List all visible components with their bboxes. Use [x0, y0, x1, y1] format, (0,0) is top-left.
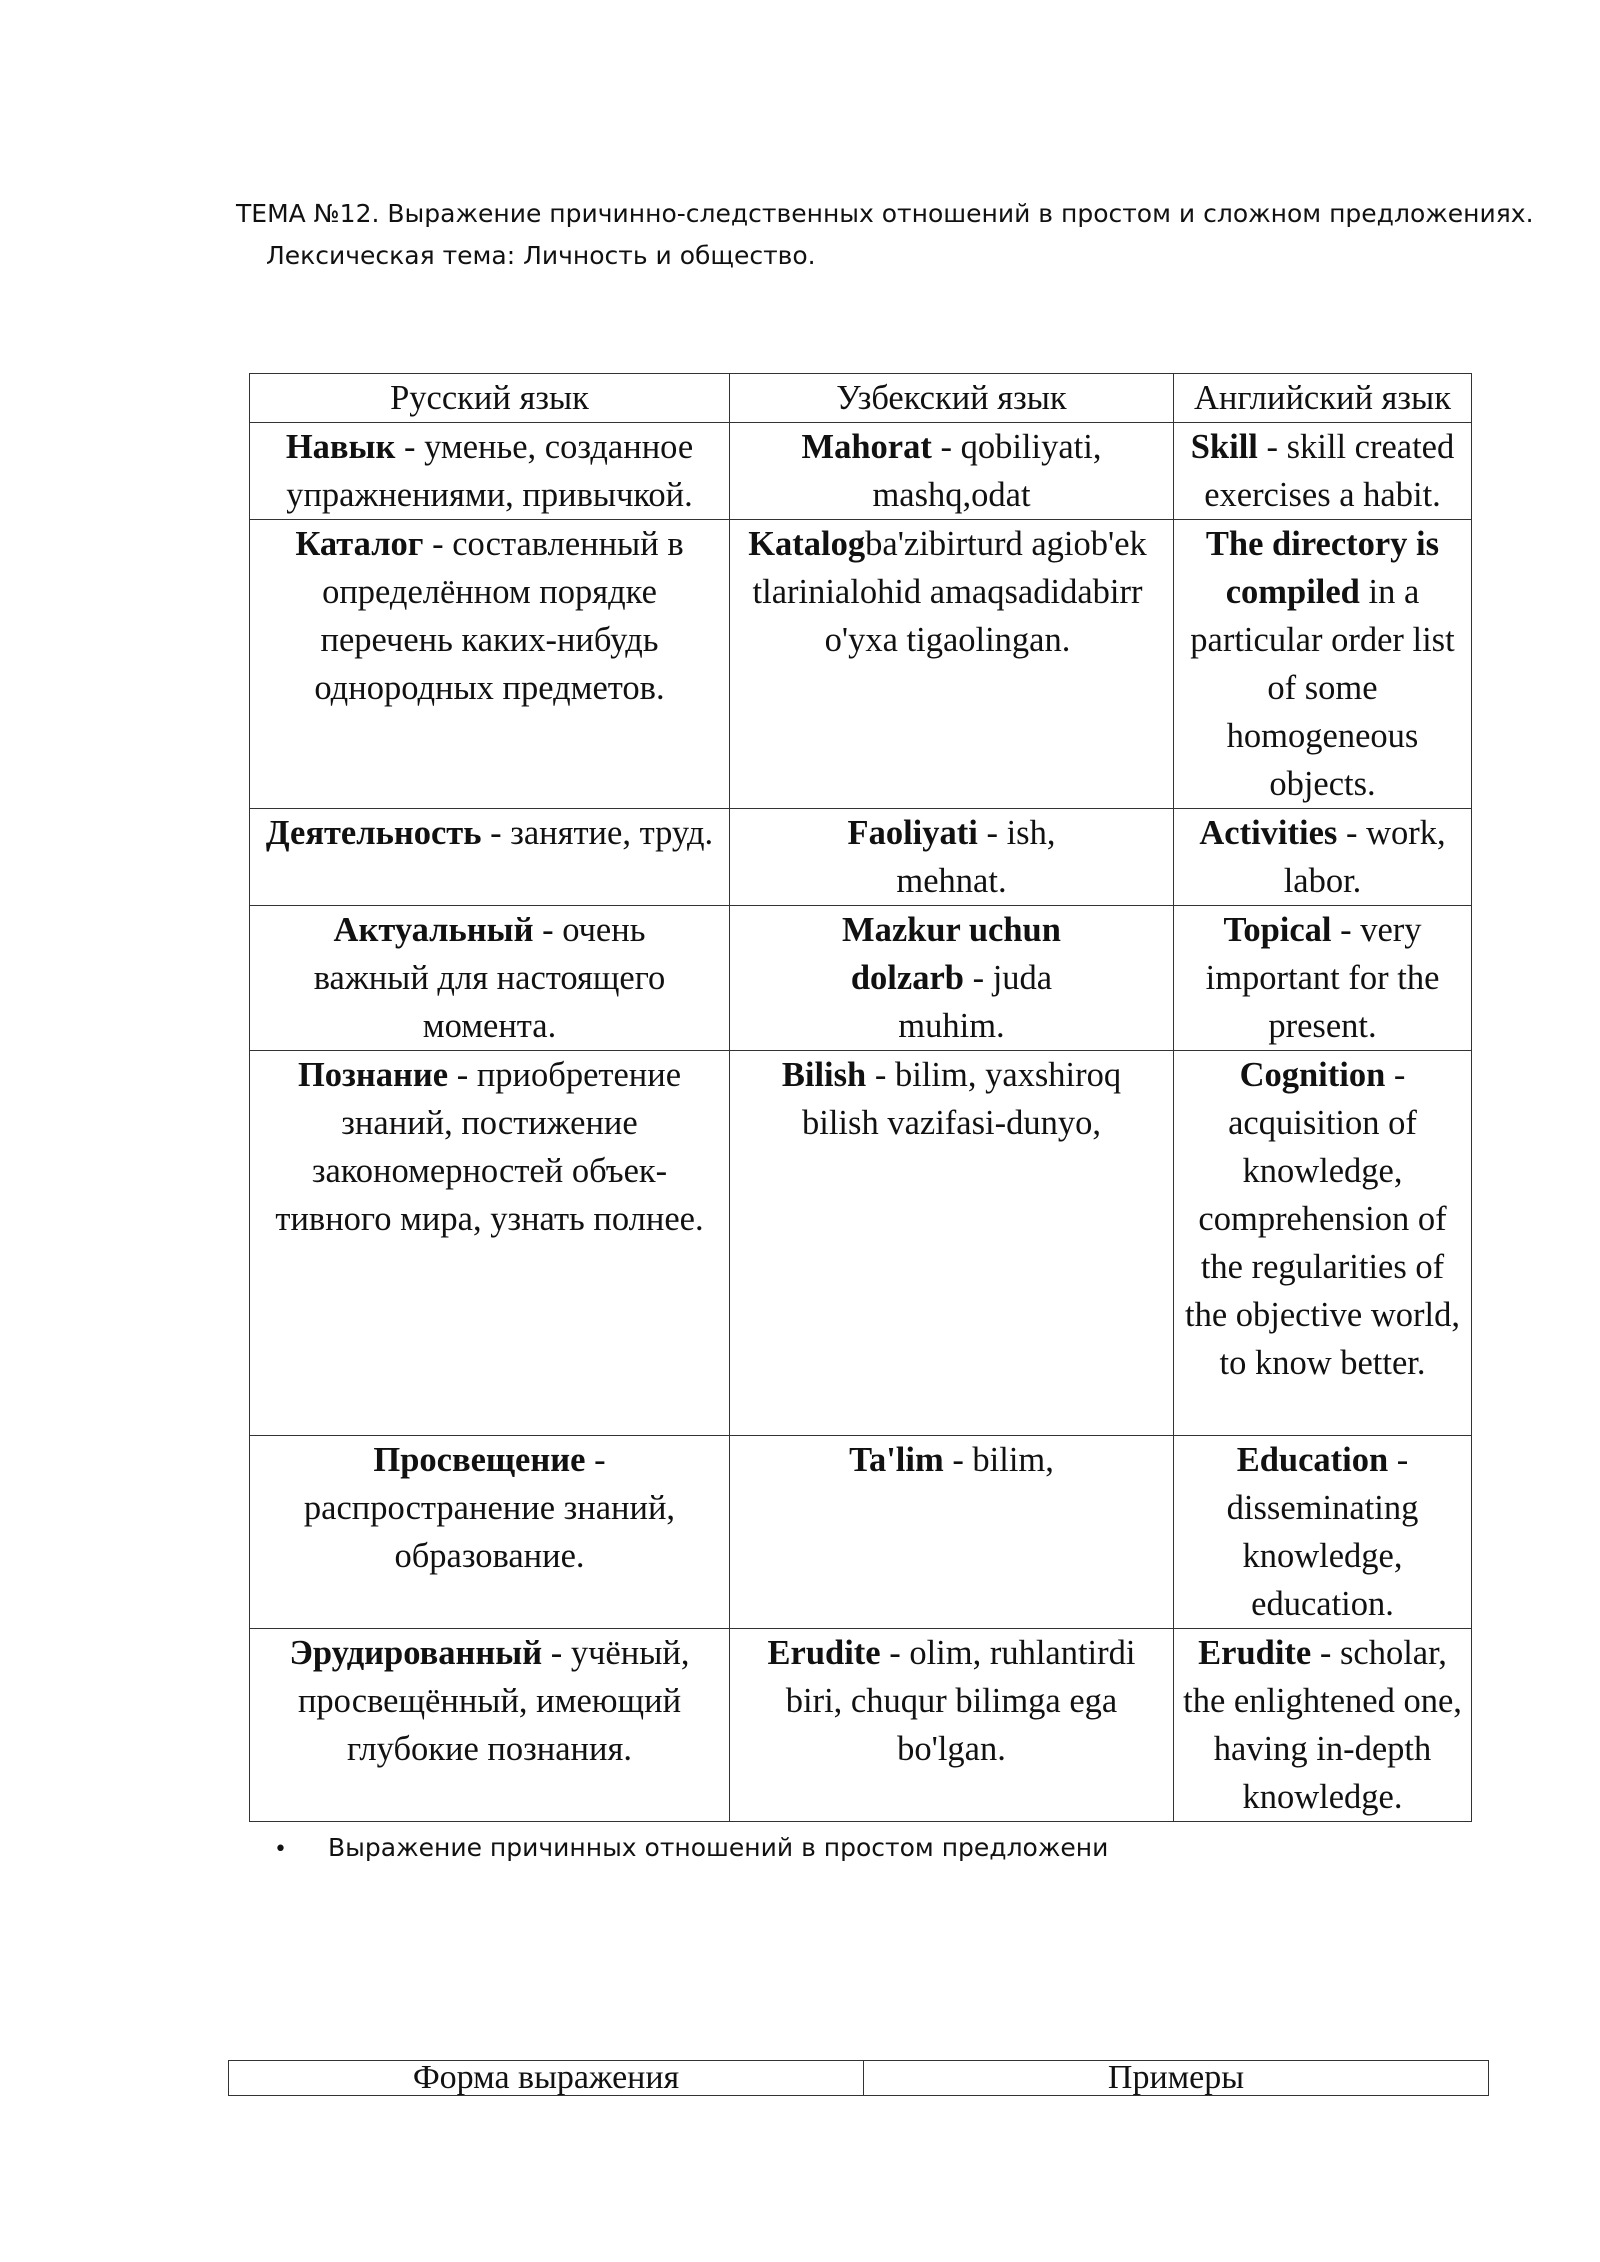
definition: - учёный, просвещённый, имеющий глубокие познания.	[297, 1634, 690, 1768]
definition: - bilim,	[943, 1441, 1054, 1479]
cell-english	[1174, 1629, 1472, 1822]
bullet-item	[274, 1830, 1274, 1868]
cell-english	[1174, 1436, 1472, 1629]
cell-uzbek	[730, 1051, 1174, 1436]
table-row	[250, 906, 1472, 1051]
term: Каталог	[295, 525, 424, 563]
cell-russian	[250, 1051, 730, 1436]
table-row	[250, 520, 1472, 809]
term: Навык	[285, 428, 396, 466]
header-russian: Русский язык	[250, 374, 730, 423]
bullet-text: Выражение причинных отношений в простом предложени	[328, 1833, 1109, 1862]
definition: in a particular order list of some homogeneous objects.	[1190, 573, 1455, 803]
header-form: Форма выражения	[229, 2061, 864, 2096]
definition: - приобретение знаний, постижение закономерностей объек-тивного мира, узнать полнее.	[275, 1056, 704, 1238]
term: Erudite	[1198, 1634, 1312, 1672]
definition: - scholar, the enlightened one, having in-depth knowledge.	[1183, 1634, 1462, 1816]
cell-russian	[250, 1629, 730, 1822]
cell-russian	[250, 520, 730, 809]
definition: - work, labor.	[1283, 814, 1446, 900]
term: Education	[1236, 1441, 1389, 1479]
cell-russian	[250, 809, 730, 906]
cell-uzbek	[730, 520, 1174, 809]
term: The directory is compiled	[1205, 525, 1440, 611]
term: Актуальный	[333, 911, 534, 949]
term: Эрудированный	[289, 1634, 543, 1672]
term: Faoliyati	[847, 814, 978, 852]
definition: - disseminating knowledge, education.	[1226, 1441, 1419, 1623]
definition: - составленный в определённом порядке перечень каких-нибудь однородных предметов.	[314, 525, 684, 707]
term: Cognition	[1239, 1056, 1386, 1094]
bullet-icon: •	[274, 1837, 287, 1862]
definition: - распространение знаний, образование.	[303, 1441, 676, 1575]
definition: - olim, ruhlantirdi biri, chuqur bilimga ega bo'lgan.	[785, 1634, 1136, 1768]
document-title: ТЕМА №12. Выражение причинно-следственных отношений в простом и сложном предложениях.	[236, 199, 1534, 228]
term: Деятельность	[265, 814, 482, 852]
table-header-row	[250, 374, 1472, 423]
term: Activities	[1199, 814, 1338, 852]
table-header-row	[229, 2061, 1489, 2096]
term: Katalog	[748, 525, 866, 563]
cell-english	[1174, 809, 1472, 906]
definition: - bilim, yaxshiroq bilish vazifasi-dunyo,	[802, 1056, 1122, 1142]
term: Просвещение	[373, 1441, 586, 1479]
definition: ba'zibirturd agiob'ektlarinialohid amaqsadidabirro'yxa tigaolingan.	[752, 525, 1147, 659]
vocabulary-table	[249, 373, 1472, 1822]
cell-english	[1174, 423, 1472, 520]
cell-uzbek	[730, 809, 1174, 906]
definition: - very important for the present.	[1205, 911, 1440, 1045]
definition: - skill created exercises a habit.	[1204, 428, 1455, 514]
cell-russian	[250, 1436, 730, 1629]
definition: - уменье, созданное упражнениями, привычкой.	[286, 428, 694, 514]
table-row	[250, 1436, 1472, 1629]
cell-english	[1174, 1051, 1472, 1436]
cell-uzbek	[730, 1629, 1174, 1822]
header-uzbek: Узбекский язык	[730, 374, 1174, 423]
cell-russian	[250, 423, 730, 520]
table-row	[250, 423, 1472, 520]
term: Topical	[1223, 911, 1332, 949]
definition: - очень важный для настоящего момента.	[313, 911, 666, 1045]
cell-uzbek	[730, 1436, 1174, 1629]
definition: - juda muhim.	[898, 959, 1053, 1045]
table-row	[250, 809, 1472, 906]
term: Mazkur uchun dolzarb	[842, 911, 1061, 997]
expression-forms-table	[228, 2060, 1489, 2096]
cell-uzbek	[730, 423, 1174, 520]
term: Skill	[1190, 428, 1258, 466]
term: Erudite	[767, 1634, 881, 1672]
definition: - acquisition of knowledge, comprehension of the regularities of the objective world, to know better.	[1185, 1056, 1460, 1382]
cell-english	[1174, 906, 1472, 1051]
cell-uzbek	[730, 906, 1174, 1051]
term: Bilish	[781, 1056, 867, 1094]
document-subtitle: Лексическая тема: Личность и общество.	[266, 241, 816, 270]
definition: - ish, mehnat.	[896, 814, 1056, 900]
term: Mahorat	[801, 428, 932, 466]
definition: - занятие, труд.	[481, 814, 714, 852]
header-english: Английский язык	[1174, 374, 1472, 423]
term: Ta'lim	[849, 1441, 944, 1479]
cell-russian	[250, 906, 730, 1051]
term: Познание	[297, 1056, 449, 1094]
header-examples: Примеры	[864, 2061, 1489, 2096]
table-row	[250, 1629, 1472, 1822]
cell-english	[1174, 520, 1472, 809]
table-row	[250, 1051, 1472, 1436]
definition: - qobiliyati, mashq,odat	[872, 428, 1102, 514]
